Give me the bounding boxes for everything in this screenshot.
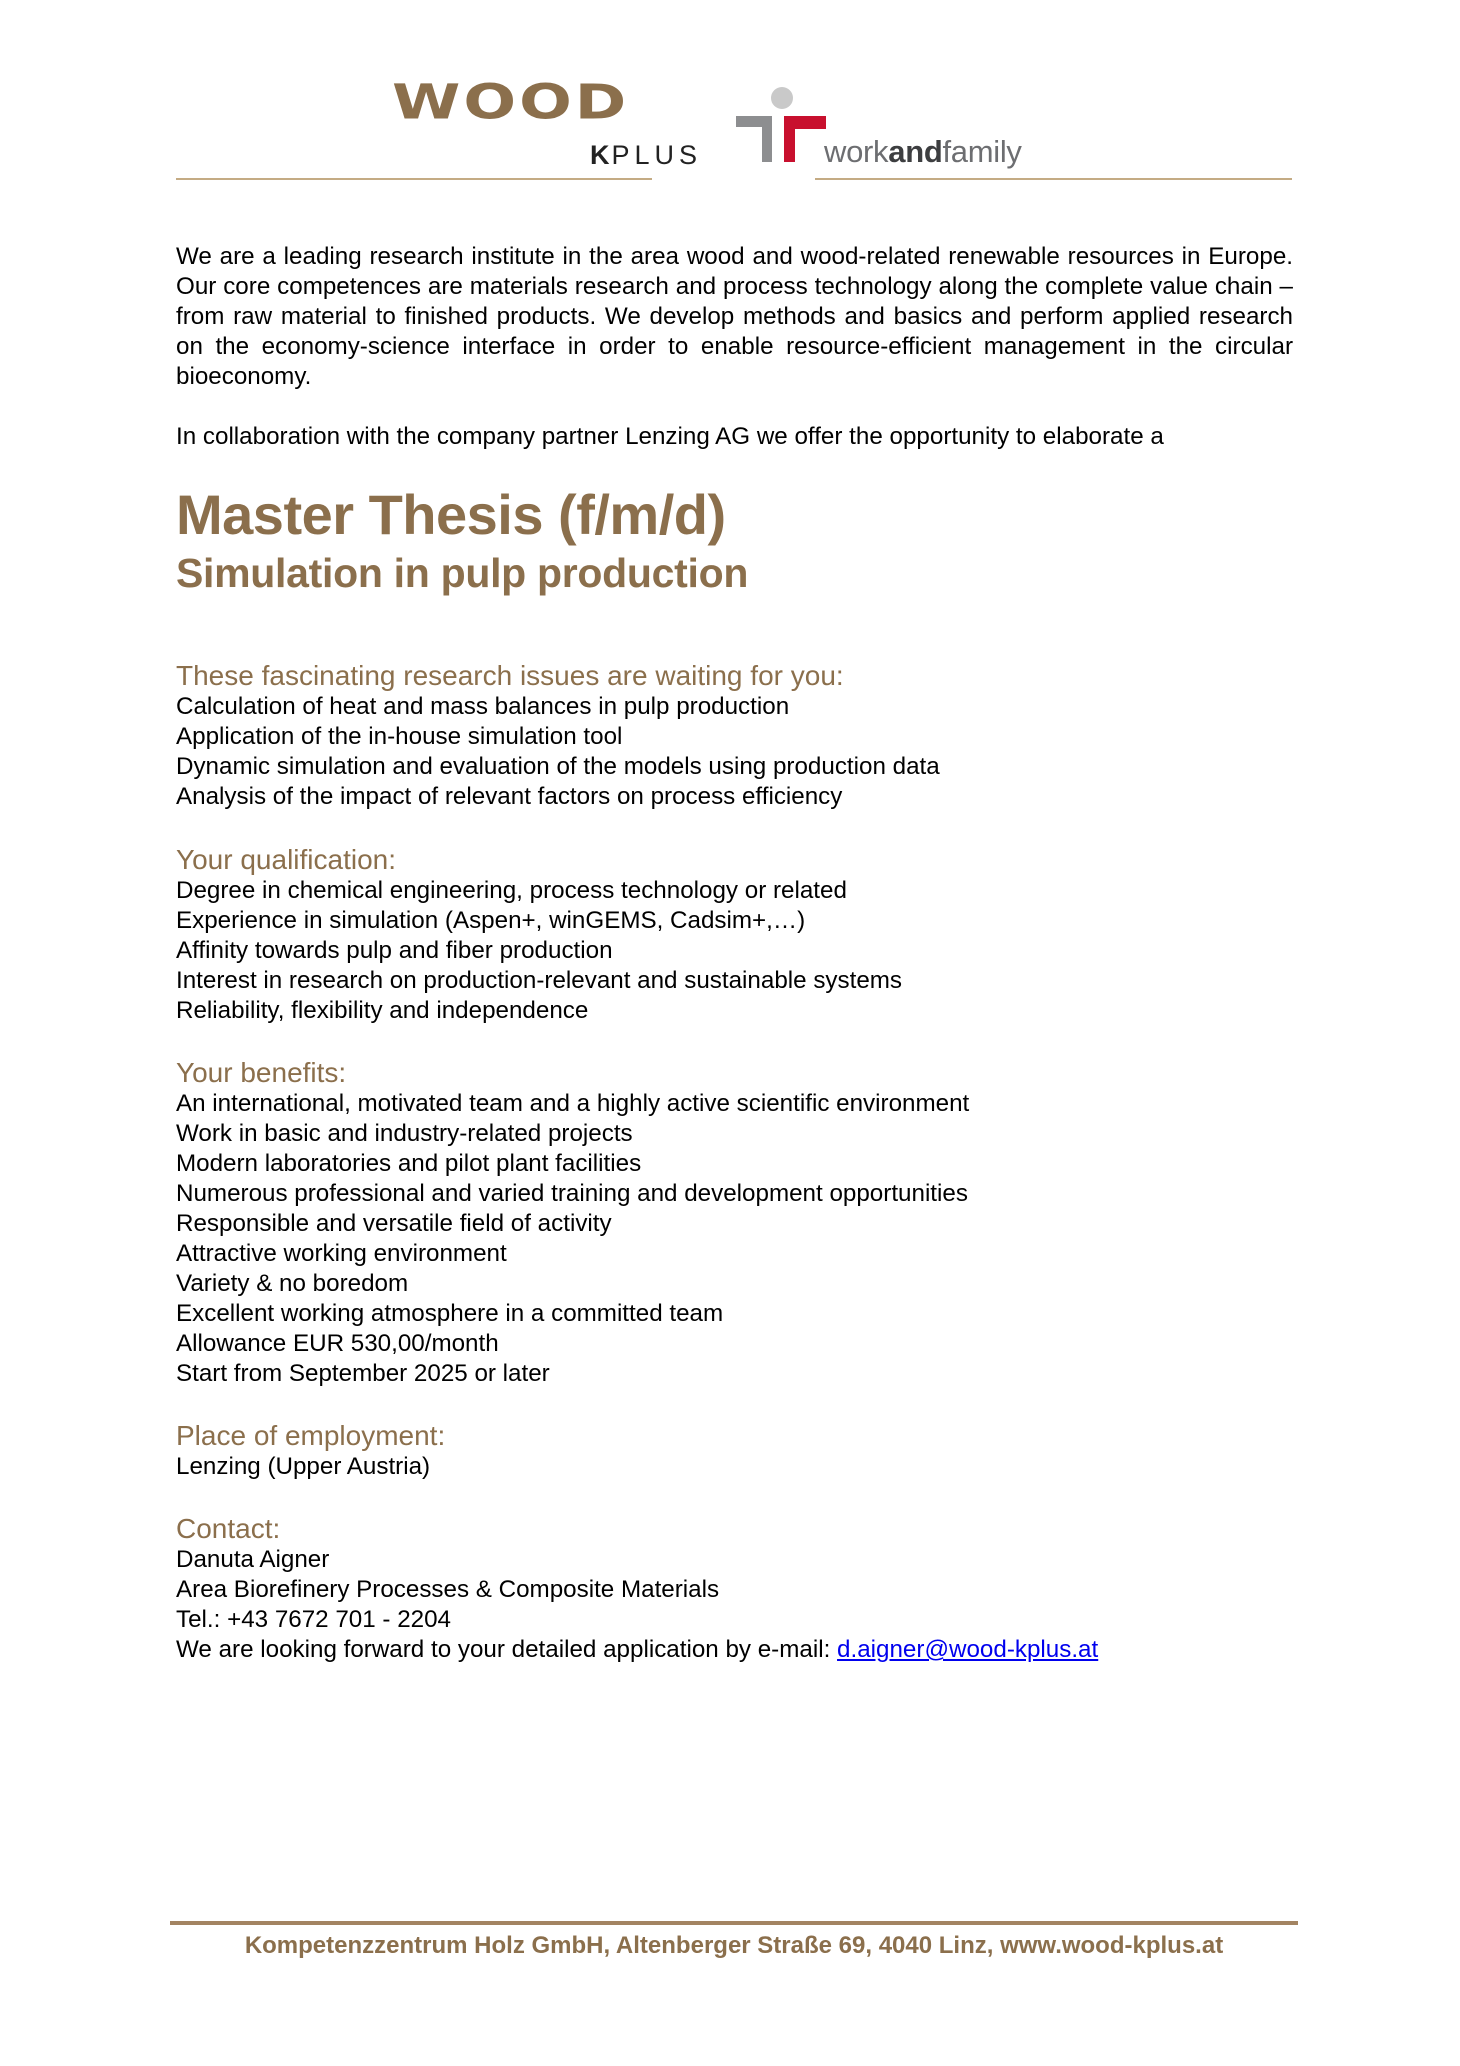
list-item: Degree in chemical engineering, process technology or related [176, 877, 847, 904]
header-rule-left [176, 178, 652, 180]
collaboration-sentence: In collaboration with the company partner Lenzing AG we offer the opportunity to elaborate a [176, 423, 1164, 450]
qualification-list [176, 876, 902, 1026]
contact-area: Area Biorefinery Processes & Composite Materials [176, 1576, 720, 1603]
qualification-heading: Your qualification: [176, 844, 397, 875]
contact-apply-line [176, 1635, 1098, 1665]
list-item: Attractive working environment [176, 1240, 507, 1267]
place-heading: Place of employment: [176, 1420, 446, 1451]
list-item: Affinity towards pulp and fiber production [176, 937, 613, 964]
list-item: Variety & no boredom [176, 1270, 409, 1297]
list-item: Allowance EUR 530,00/month [176, 1330, 499, 1357]
contact-list [176, 1545, 1098, 1665]
list-item: Experience in simulation (Aspen+, winGEMS, Cadsim+,…) [176, 907, 806, 934]
workandfamily-wordmark: workandfamily [824, 134, 1022, 169]
qualification-section [176, 844, 902, 1026]
place-section [176, 1420, 445, 1482]
list-item: Interest in research on production-relevant and sustainable systems [176, 967, 903, 994]
contact-heading: Contact: [176, 1513, 281, 1544]
list-item: Numerous professional and varied training and development opportunities [176, 1180, 968, 1207]
workandfamily-mark-icon [732, 86, 828, 166]
benefits-heading: Your benefits: [176, 1057, 347, 1088]
intro-paragraph: We are a leading research institute in the area wood and wood-related renewable resources in Europe. Our core competences are materials research and process technology along the complete value chain – from raw material to finished products. We develop methods and basics and perform applied research on the economy-science interface in order to enable resource-efficient management in the circular bioeconomy. [176, 243, 1293, 390]
list-item: Application of the in-house simulation tool [176, 723, 623, 750]
list-item: Work in basic and industry-related projects [176, 1120, 633, 1147]
list-item: Modern laboratories and pilot plant facilities [176, 1150, 642, 1177]
benefits-section [176, 1057, 969, 1389]
list-item: Dynamic simulation and evaluation of the models using production data [176, 753, 940, 780]
wood-kplus-logo [392, 73, 702, 174]
wood-logo-wordmark: WOOD [392, 73, 630, 131]
page-subtitle: Simulation in pulp production [176, 550, 749, 596]
list-item: Reliability, flexibility and independence [176, 997, 589, 1024]
kplus-logo-wordmark: KPLUS [589, 140, 702, 170]
list-item: Start from September 2025 or later [176, 1360, 550, 1387]
list-item: Responsible and versatile field of activity [176, 1210, 612, 1237]
contact-phone: Tel.: +43 7672 701 - 2204 [176, 1606, 452, 1633]
email-link[interactable]: d.aigner@wood-kplus.at [837, 1636, 1099, 1663]
contact-section [176, 1513, 1098, 1665]
apply-text: We are looking forward to your detailed application by e-mail: [176, 1636, 838, 1663]
list-item: An international, motivated team and a highly active scientific environment [176, 1090, 970, 1117]
header-rule-right [815, 178, 1292, 180]
list-item: Lenzing (Upper Austria) [176, 1453, 431, 1480]
benefits-list [176, 1089, 969, 1389]
research-section [176, 660, 940, 812]
footer-rule [170, 1921, 1298, 1925]
research-list [176, 692, 940, 812]
workandfamily-logo [732, 86, 1042, 172]
page-title: Master Thesis (f/m/d) [176, 483, 726, 546]
footer-address: Kompetenzzentrum Holz GmbH, Altenberger Straße 69, 4040 Linz, www.wood-kplus.at [244, 1932, 1224, 1959]
place-list [176, 1452, 445, 1482]
contact-name: Danuta Aigner [176, 1546, 330, 1573]
list-item: Analysis of the impact of relevant factors on process efficiency [176, 783, 843, 810]
research-heading: These fascinating research issues are waiting for you: [176, 660, 844, 691]
list-item: Calculation of heat and mass balances in pulp production [176, 693, 790, 720]
list-item: Excellent working atmosphere in a committed team [176, 1300, 724, 1327]
